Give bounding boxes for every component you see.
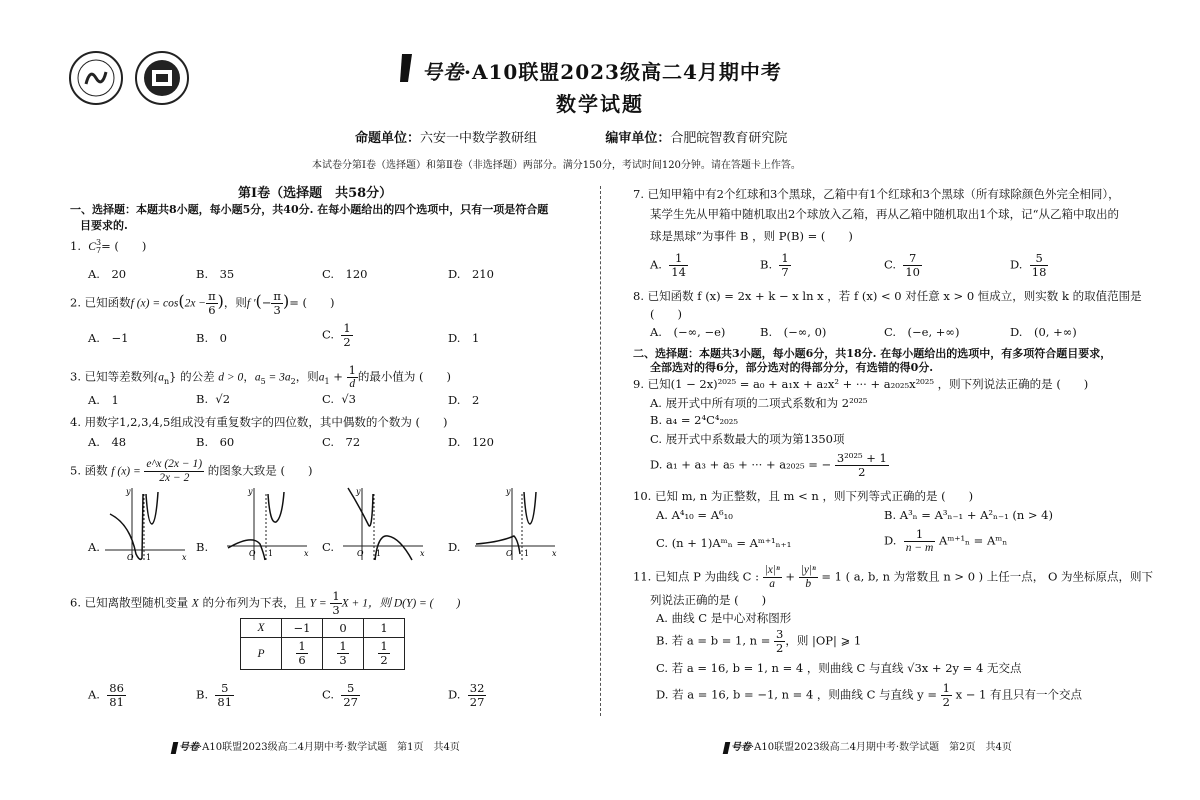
table-header-neg1: −1 [282,619,323,638]
q1-option-a[interactable]: A. 20 [88,267,127,281]
q5-option-d[interactable]: D. [448,540,461,554]
q8-option-b[interactable]: B. (−∞, 0) [760,325,827,339]
svg-text:1: 1 [524,549,530,558]
table-header-x: X [241,619,282,638]
q7-line3: 球是黑球”为事件 B ，则 P(B) = ( ) [650,229,853,243]
q11-stem: 11. 已知点 P 为曲线 C : $\frac{\text{|x|ⁿ}}{a}$ + $\frac{\text{|y|ⁿ}}{b}$ = 1 ( a, b, n 为常数且 n > 0 ) 上任一点， O 为坐标原点，则下 [633,564,1154,590]
q3-stem: 3. 已知等差数列$\{a_n\}$ 的公差 d > 0，$a_5 = 3a_2$，则$a_1$ + $\frac{1}{d}$ 的最小值为 ( ) [70,363,452,390]
q6-option-b[interactable]: B. $\frac{5}{81}$ [196,681,233,709]
q10-option-c[interactable]: C. (n + 1)Aᵐₙ = Aᵐ⁺¹ₙ₊₁ [656,536,792,550]
q2-stem: 2. 已知函数f (x) = cos(2x − $\frac{\pi}{6}$ )，则f ′(− $\frac{\pi}{3}$ )= ( ) [70,289,335,317]
q9-option-b[interactable]: B. a₄ = 2⁴C⁴₂₀₂₅ [650,413,738,427]
table-cell-p2: $\frac{1}{3}$ [323,638,364,670]
q8-option-d[interactable]: D. (0, +∞) [1010,325,1077,339]
q5-graph-a [100,484,190,568]
q6-stem: 6. 已知离散型随机变量 X 的分布列为下表，且 Y = $\frac{1}{3}$ X + 1，则 D(Y) = ( ) [70,589,461,617]
section1-line2: 目要求的. [80,219,128,232]
table-cell-p3: $\frac{1}{2}$ [364,638,405,670]
logo-left-seal [68,50,124,106]
q5-stem: 5. 函数 f (x) = $\frac{e\^{}x (2x - 1)}{2x - 2}$ 的图象大致是 ( ) [70,458,313,484]
section1-line1: 一、选择题：本题共8小题，每小题5分，共40分. 在每小题给出的四个选项中，只有一项是符合题 [70,203,549,216]
svg-text:y: y [356,487,361,496]
svg-text:x: x [552,549,557,558]
q3-option-b[interactable]: B. √2 [196,392,231,406]
q7-option-d[interactable]: D. $\frac{5}{18}$ [1010,251,1047,279]
svg-text:O: O [127,553,134,562]
q7-line2: 某学生先从甲箱中随机取出2个球放入乙箱，再从乙箱中随机取出1个球，记“从乙箱中取出的 [650,207,1120,221]
svg-text:x: x [304,549,309,558]
q8-line2: ( ) [650,307,682,321]
subject-title: 数学试题 [556,92,644,116]
q5-option-b[interactable]: B. [196,540,209,554]
q1-option-b[interactable]: B. 35 [196,267,235,281]
q6-option-c[interactable]: C. $\frac{5}{27}$ [322,681,358,709]
svg-text:1: 1 [376,549,382,558]
svg-text:1: 1 [268,549,274,558]
footer-brand-icon [171,742,179,754]
q8-option-a[interactable]: A. (−∞, −e) [650,325,726,339]
q1-stem: 1. C 3 7 = ( ) [70,238,147,255]
q3-option-c[interactable]: C. √3 [322,392,357,406]
q3-option-a[interactable]: A. 1 [88,393,119,407]
q7-line1: 7. 已知甲箱中有2个红球和3个黑球，乙箱中有1个红球和3个黑球（所有球除颜色外完全相同）， [633,187,1120,201]
svg-text:1: 1 [146,553,152,562]
q11-option-b[interactable]: B. 若 a = b = 1, n = $\frac{3}{2}$ ，则 |OP| ⩾ 1 [656,627,862,655]
table-header-1: 1 [364,619,405,638]
footer-right: 号卷·A10联盟2023级高二4月期中考·数学试题 第2页 共4页 [724,738,1012,754]
q3-option-d[interactable]: D. 2 [448,393,480,407]
exam-title: 号卷·A10联盟2023级高二4月期中考 [422,60,782,84]
logo-right-seal [134,50,190,106]
q9-option-d[interactable]: D. a₁ + a₃ + a₅ + ··· + a₂₀₂₅ = − $\frac{\text{3²⁰²⁵ + 1}}{2}$ [650,451,887,479]
section2-line1: 二、选择题：本题共3小题，每小题6分，共18分. 在每小题给出的选项中，有多项符合题目要求， [633,347,1112,360]
q11-option-d[interactable]: D. 若 a = 16, b = −1, n = 4 ，则曲线 C 与直线 y = $\frac{1}{2}$ x − 1 有且只有一个交点 [656,681,1083,709]
q6-option-a[interactable]: A. $\frac{86}{81}$ [88,681,124,709]
table-row-label-p: P [241,638,282,670]
q6-distribution-table [240,618,405,670]
q9-option-c[interactable]: C. 展开式中系数最大的项为第1350项 [650,432,845,446]
q5-option-c[interactable]: C. [322,540,335,554]
q10-option-a[interactable]: A. A⁴₁₀ = A⁶₁₀ [656,508,733,522]
q2-option-b[interactable]: B. 0 [196,331,227,345]
q9-option-a[interactable]: A. 展开式中所有项的二项式系数和为 2²⁰²⁵ [650,396,868,410]
q1-option-d[interactable]: D. 210 [448,267,494,281]
q6-option-d[interactable]: D. $\frac{32}{27}$ [448,681,485,709]
svg-text:O: O [506,549,513,558]
q1-option-c[interactable]: C. 120 [322,267,368,281]
q11-option-a[interactable]: A. 曲线 C 是中心对称图形 [656,611,792,625]
brand-mark-icon [398,52,420,88]
q4-option-b[interactable]: B. 60 [196,435,235,449]
q5-graph-c [338,484,428,568]
svg-text:y: y [506,487,511,496]
q9-stem: 9. 已知(1 − 2x)²⁰²⁵ = a₀ + a₁x + a₂x² + ··· + a₂₀₂₅x²⁰²⁵ ，则下列说法正确的是 ( ) [633,377,1089,391]
svg-text:x: x [182,553,187,562]
column-divider [600,186,602,716]
table-header-0: 0 [323,619,364,638]
q2-option-d[interactable]: D. 1 [448,331,480,345]
part1-title: 第Ⅰ卷（选择题 共58分） [238,186,393,201]
svg-text:O: O [249,549,256,558]
q10-stem: 10. 已知 m, n 为正整数，且 m < n ，则下列等式正确的是 ( ) [633,489,974,503]
q8-line1: 8. 已知函数 f (x) = 2x + k − x ln x ，若 f (x) < 0 对任意 x > 0 恒成立，则实数 k 的取值范围是 [633,289,1142,303]
q4-option-c[interactable]: C. 72 [322,435,361,449]
q10-option-b[interactable]: B. A³ₙ = A³ₙ₋₁ + A²ₙ₋₁ (n > 4) [884,508,1053,522]
q5-option-a[interactable]: A. [88,540,100,554]
q10-option-d[interactable]: D. $\frac{1}{n - m}$ Aᵐ⁺¹ₙ = Aᵐₙ [884,527,1008,554]
section2-line2: 全部选对的得6分，部分选对的得部分分，有选错的得0分. [650,361,934,374]
svg-text:O: O [357,549,364,558]
org-line: 命题单位：六安一中数学教研组 编审单位：合肥皖智教育研究院 [355,131,788,146]
q8-option-c[interactable]: C. (−e, +∞) [884,325,960,339]
svg-text:y: y [248,487,253,496]
q4-option-d[interactable]: D. 120 [448,435,494,449]
brand-text: 号卷 [422,60,464,84]
q7-option-c[interactable]: C. $\frac{7}{10}$ [884,251,920,279]
q7-option-a[interactable]: A. $\frac{1}{14}$ [650,251,686,279]
svg-text:x: x [420,549,425,558]
q4-stem: 4. 用数字1,2,3,4,5组成没有重复数字的四位数，其中偶数的个数为 ( ) [70,415,448,429]
svg-text:y: y [126,487,131,496]
exam-instructions: 本试卷分第Ⅰ卷（选择题）和第Ⅱ卷（非选择题）两部分。满分150分，考试时间120分钟。请在答题卡上作答。 [312,160,801,171]
q7-option-b[interactable]: B. $\frac{1}{7}$ [760,251,789,279]
q11-option-c[interactable]: C. 若 a = 16, b = 1, n = 4 ，则曲线 C 与直线 √3x + 2y = 4 无交点 [656,661,1022,675]
q2-option-c[interactable]: C. $\frac{1}{2}$ [322,321,351,349]
q2-option-a[interactable]: A. −1 [88,331,129,345]
q11-line2: 列说法正确的是 ( ) [650,593,767,607]
table-cell-p1: $\frac{1}{6}$ [282,638,323,670]
q4-option-a[interactable]: A. 48 [88,435,127,449]
footer-brand-icon [723,742,731,754]
q5-graph-b [222,484,312,568]
q5-graph-d [470,484,560,568]
footer-left: 号卷·A10联盟2023级高二4月期中考·数学试题 第1页 共4页 [172,738,460,754]
